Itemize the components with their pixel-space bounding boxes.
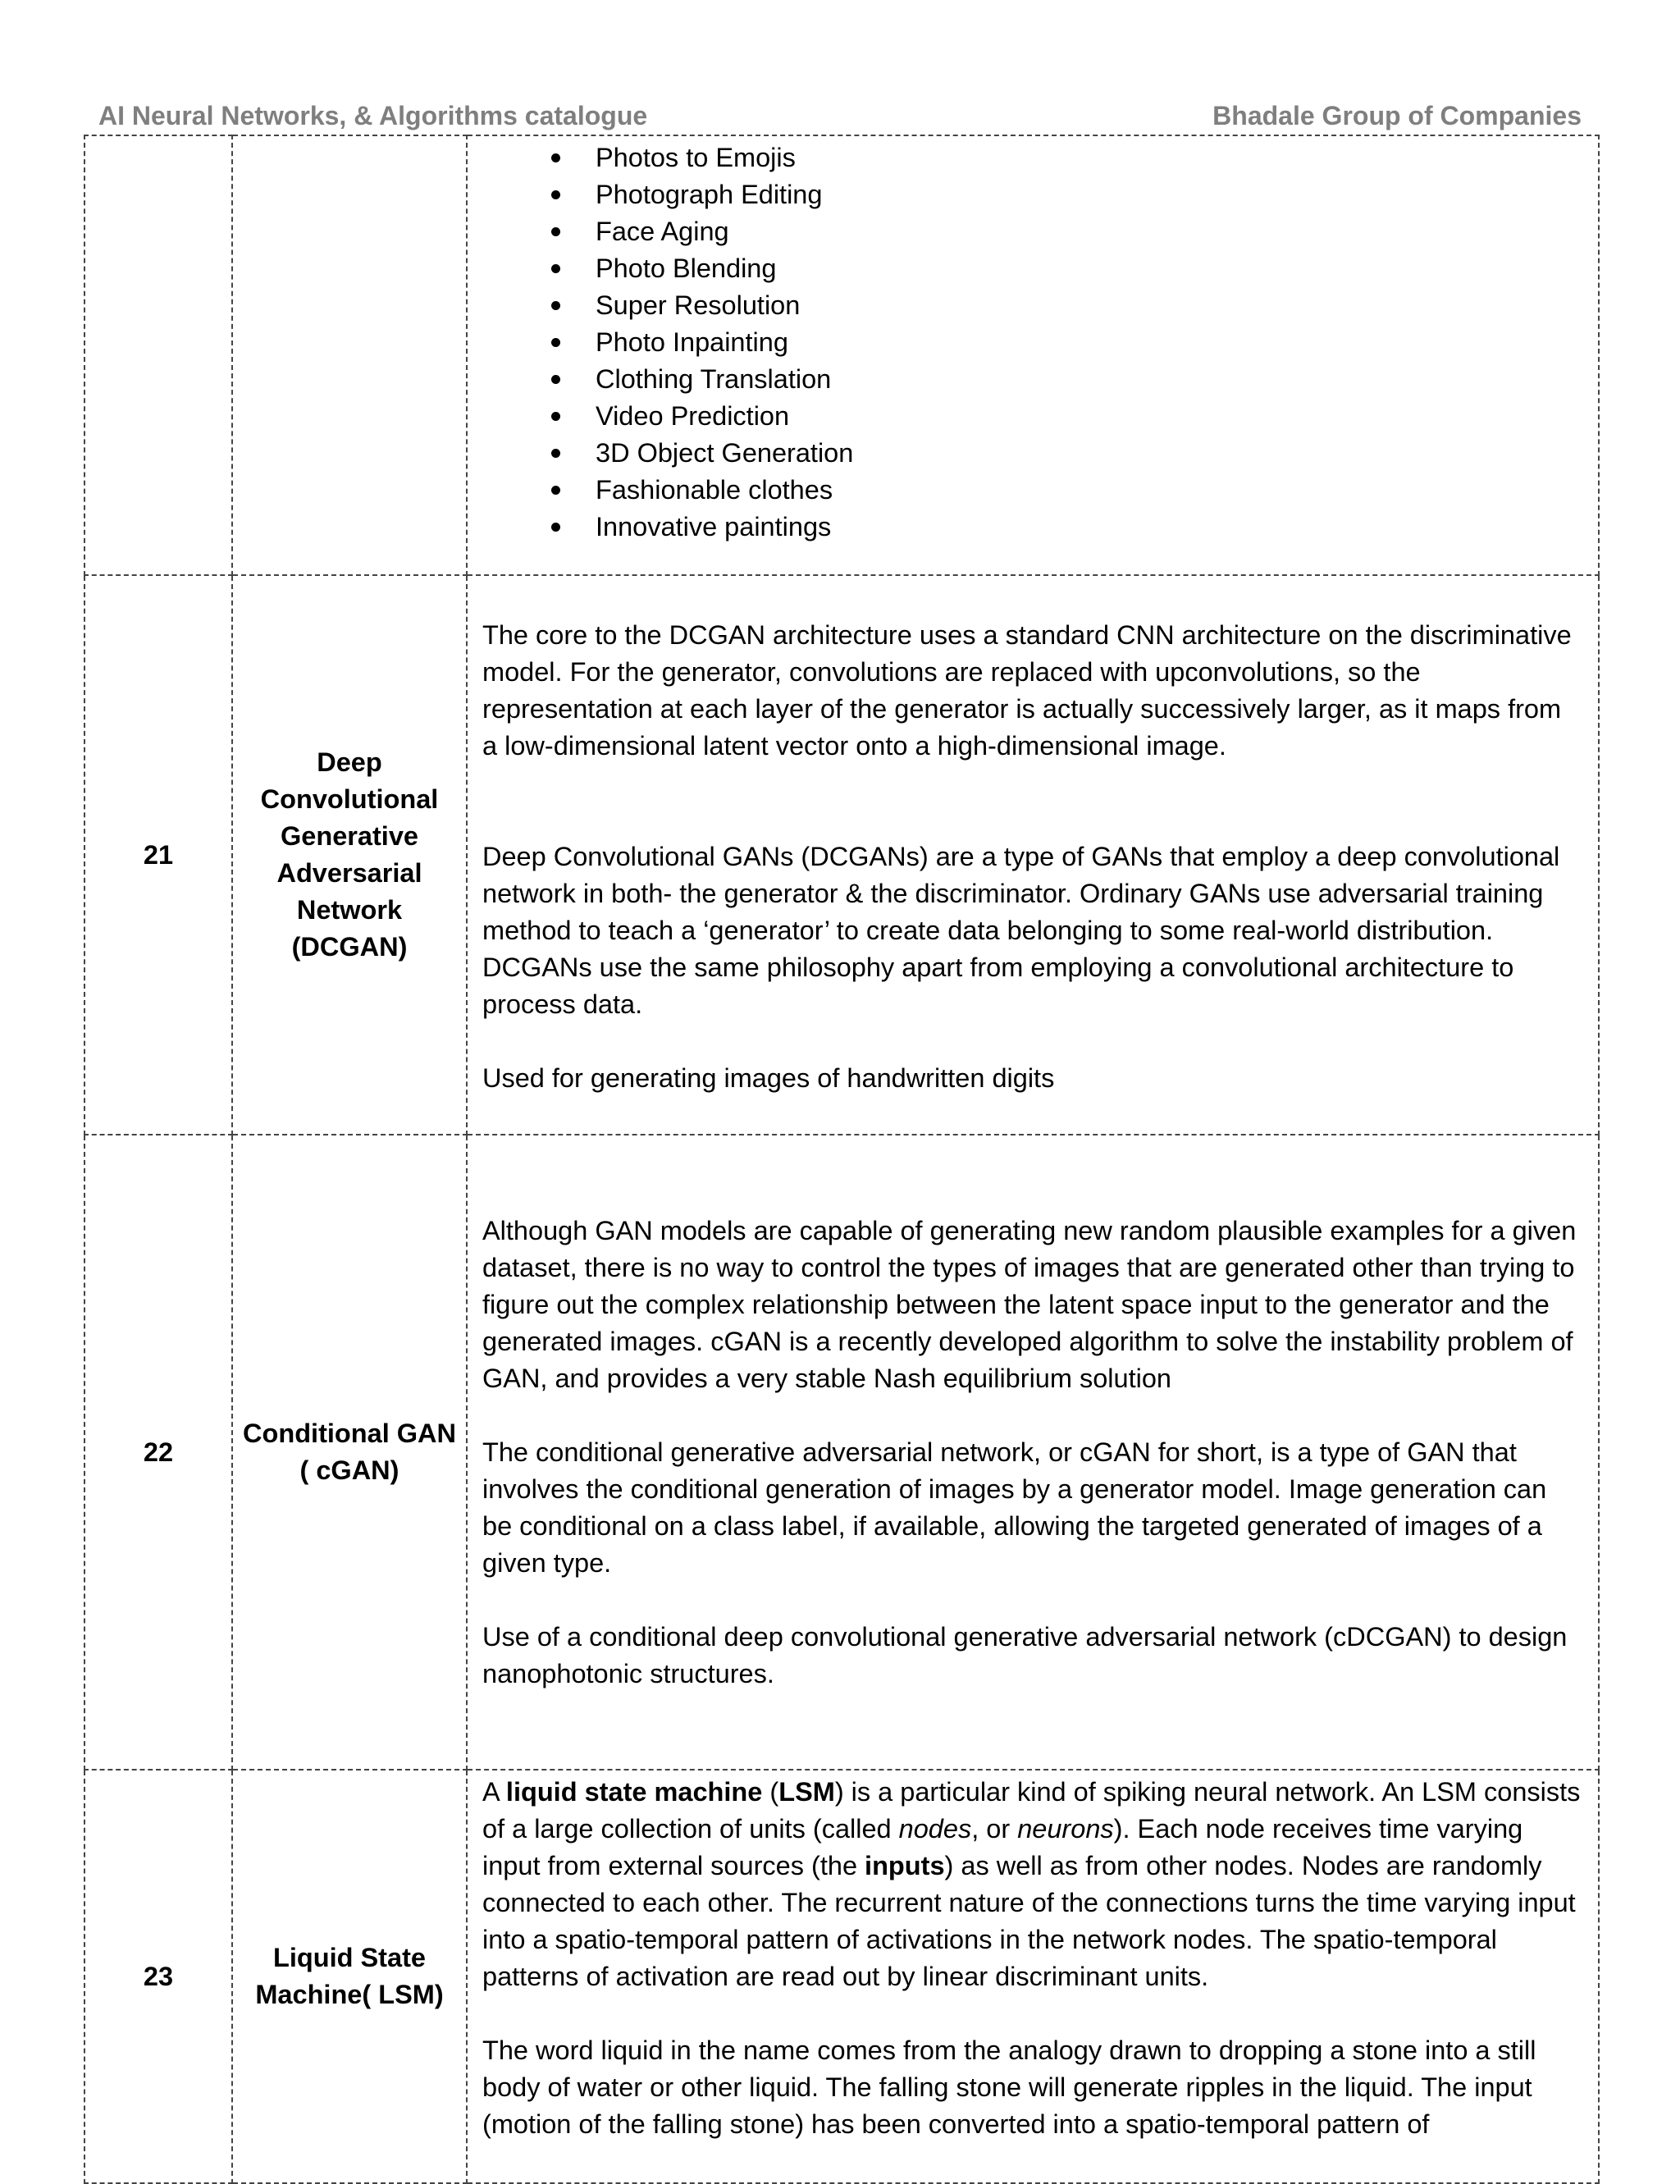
row-number: 21: [84, 575, 232, 1135]
list-item: Photo Blending: [596, 250, 1583, 287]
application-list: [482, 139, 1583, 546]
table-row: [84, 135, 1599, 575]
description-paragraph: The conditional generative adversarial network, or cGAN for short, is a type of GAN that involves the conditional generation of images by a generator model. Image generation can be conditional on a class label, if available, allowing the targeted generated of images of a given type.: [482, 1437, 1547, 1578]
row-number: 23: [84, 1770, 232, 2183]
description-paragraph: The word liquid in the name comes from the analogy drawn to dropping a stone into a still body of water or other liquid. The falling stone will generate ripples in the liquid. The input (motion of the falling stone) has been converted into a spatio-temporal pattern of: [482, 2036, 1536, 2139]
term-bold: LSM: [778, 1777, 835, 1807]
row-number: [84, 135, 232, 575]
header-title: AI Neural Networks, & Algorithms catalogue: [98, 100, 648, 130]
row-name: [232, 135, 467, 575]
list-item: Super Resolution: [596, 287, 1583, 324]
list-item: Face Aging: [596, 213, 1583, 250]
description-paragraph: Deep Convolutional GANs (DCGANs) are a type of GANs that employ a deep convolutional network in both- the generator & the discriminator. Ordinary GANs use adversarial training method to teach a ‘generator’ to create data belonging to some real-world distribution. DCGANs use the same philosophy apart from employing a convolutional architecture to process data.: [482, 842, 1560, 1019]
row-description: [467, 135, 1599, 575]
row-number: 22: [84, 1135, 232, 1770]
list-item: Clothing Translation: [596, 361, 1583, 398]
description-paragraph: The core to the DCGAN architecture uses a standard CNN architecture on the discriminative model. For the generator, convolutions are replaced with upconvolutions, so the representation at each layer of the generator is actually successively larger, as it maps from a low-dimensional latent vector onto a high-dimensional image.: [482, 620, 1572, 761]
row-name: Conditional GAN ( cGAN): [232, 1135, 467, 1770]
table-row: [84, 1135, 1599, 1770]
list-item: Photos to Emojis: [596, 139, 1583, 176]
description-paragraph: Used for generating images of handwritten digits: [482, 1063, 1055, 1093]
term-bold: inputs: [865, 1851, 945, 1880]
table-row: [84, 1770, 1599, 2183]
row-description: [467, 1135, 1599, 1770]
list-item: Fashionable clothes: [596, 472, 1583, 509]
row-description: [467, 1770, 1599, 2183]
row-name: Deep Convolutional Generative Adversarial Network (DCGAN): [232, 575, 467, 1135]
description-paragraph: Although GAN models are capable of generating new random plausible examples for a given dataset, there is no way to control the types of images that are generated other than trying to figure out the complex relationship between the latent space input to the generator and the generated images. cGAN is a recently developed algorithm to solve the instability problem of GAN, and provides a very stable Nash equilibrium solution: [482, 1216, 1577, 1393]
description-paragraph: A liquid state machine (LSM) is a particular kind of spiking neural network. An LSM consists of a large collection of units (called nodes, or neurons). Each node receives time varying input from external sources (the inputs) as well as from other nodes. Nodes are randomly connected to each other. The recurrent nature of the connections turns the time varying input into a spatio-temporal pattern of activations in the network nodes. The spatio-temporal patterns of activation are read out by linear discriminant units.: [482, 1777, 1581, 1991]
row-name: Liquid State Machine( LSM): [232, 1770, 467, 2183]
header-company: Bhadale Group of Companies: [1212, 100, 1582, 130]
table-row: [84, 575, 1599, 1135]
row-description: [467, 575, 1599, 1135]
term-italic: nodes: [898, 1814, 972, 1844]
list-item: Photo Inpainting: [596, 324, 1583, 361]
description-paragraph: Use of a conditional deep convolutional generative adversarial network (cDCGAN) to design nanophotonic structures.: [482, 1622, 1568, 1688]
list-item: Photograph Editing: [596, 176, 1583, 213]
catalogue-table: [84, 135, 1600, 2184]
list-item: Innovative paintings: [596, 509, 1583, 546]
term-italic: neurons: [1017, 1814, 1114, 1844]
term-bold: liquid state machine: [505, 1777, 763, 1807]
list-item: 3D Object Generation: [596, 435, 1583, 472]
page-header: [98, 98, 1582, 133]
list-item: Video Prediction: [596, 398, 1583, 435]
